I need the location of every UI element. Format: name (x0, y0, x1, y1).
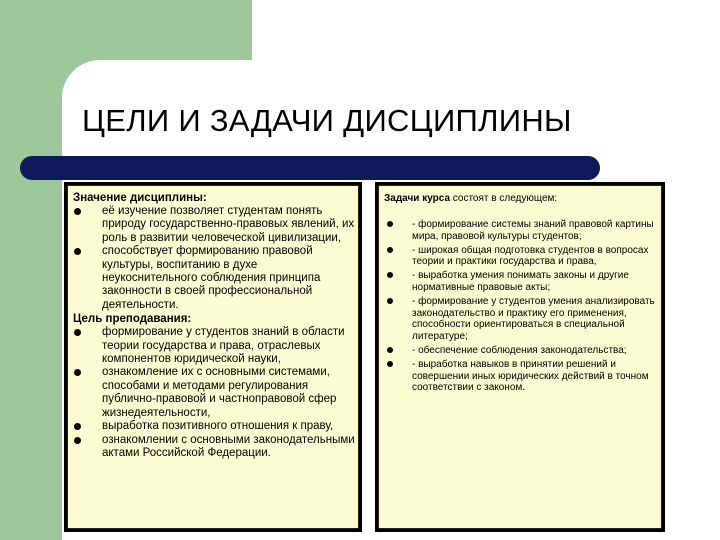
bullet-icon (74, 208, 81, 215)
list-item: её изучение позволяет студентам понять природу государственно-правовых явлений, их роль в развитии человеческой цивилизации, (73, 205, 355, 245)
bullet-icon (387, 221, 393, 227)
bullet-icon (74, 329, 81, 336)
list-item: выработка позитивного отношения к праву, (73, 420, 355, 433)
bullet-icon (74, 369, 81, 376)
bullet-icon (387, 347, 393, 353)
bullet-icon (387, 361, 393, 367)
bullet-icon (387, 272, 393, 278)
bullet-icon (74, 437, 81, 444)
tasks-heading: Задачи курса состоят в следующем: (384, 193, 558, 204)
left-panel (64, 182, 362, 532)
slide-title: ЦЕЛИ И ЗАДАЧИ ДИСЦИПЛИНЫ (82, 103, 572, 138)
list-item: ознакомление их с основными системами, способами и методами регулирования публично-правовой и частноправовой сфер жизнедеятельности, (73, 366, 355, 420)
significance-heading: Значение дисциплины: (73, 192, 207, 204)
title-underline-bar (20, 156, 600, 180)
goal-list (73, 326, 355, 460)
significance-list (73, 205, 355, 312)
list-item: - формирование системы знаний правовой картины мира, правовой культуры студентов; (384, 219, 656, 243)
bullet-icon (387, 247, 393, 253)
bullet-icon (74, 248, 81, 255)
list-item: - выработка умения понимать законы и другие нормативные правовые акты; (384, 270, 656, 294)
list-item: - выработка навыков в принятии решений и совершении иных юридических действий в точном соответствии с законом. (384, 359, 656, 394)
list-item: ознакомлении с основными законодательными актами Российской Федерации. (73, 434, 355, 461)
bullet-icon (387, 298, 393, 304)
list-item: способствует формированию правовой культуры, воспитанию в духе неукоснительного соблюдения принципа законности в своей профессиональной деятельности. (73, 245, 355, 312)
list-item: формирование у студентов знаний в области теории государства и права, отраслевых компонентов юридической науки, (73, 326, 355, 366)
list-item: - широкая общая подготовка студентов в вопросах теории и практики государства и права, (384, 245, 656, 269)
bullet-icon (74, 423, 81, 430)
list-item: - обеспечение соблюдения законодательства; (384, 345, 656, 357)
goal-heading: Цель преподавания: (73, 313, 192, 326)
right-panel (375, 182, 665, 532)
list-item: - формирование у студентов умения анализировать законодательство и практику его применения, способности ориентироваться в специальной литературе; (384, 296, 656, 343)
tasks-list (384, 219, 656, 394)
